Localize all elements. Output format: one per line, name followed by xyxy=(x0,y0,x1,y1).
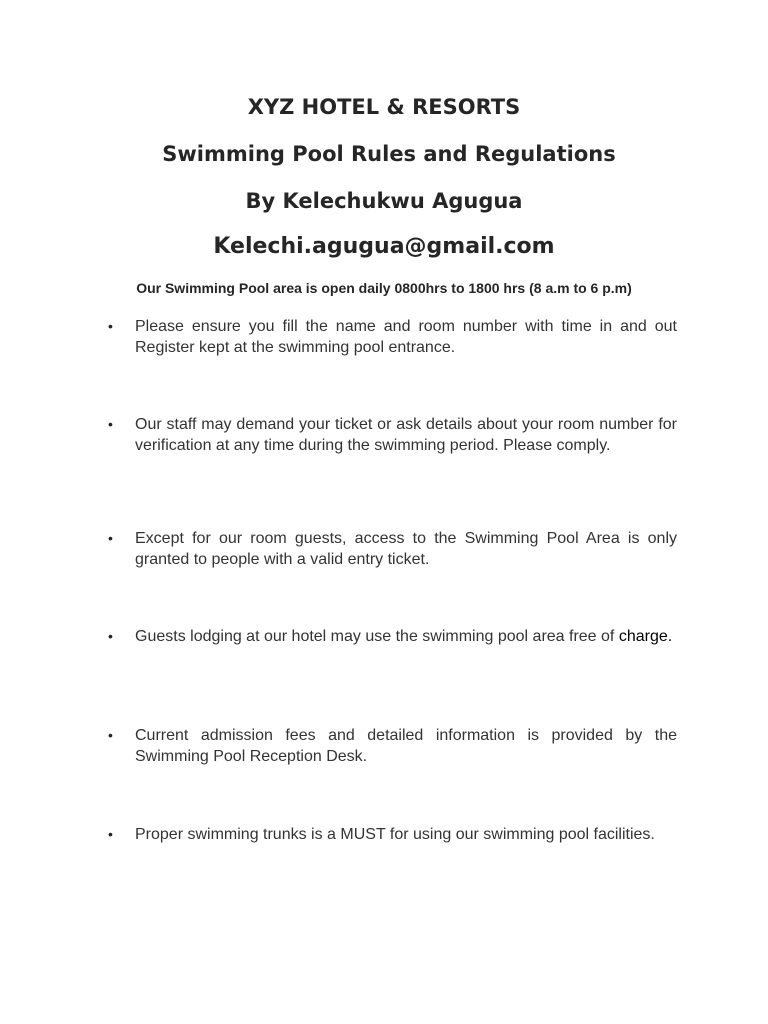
hotel-name-heading: XYZ HOTEL & RESORTS xyxy=(247,95,521,119)
bullet-icon: • xyxy=(108,318,113,334)
rule-text-main: Guests lodging at our hotel may use the swimming pool area free of xyxy=(135,628,619,645)
rule-text: Please ensure you fill the name and room number with time in and out Register kept at the swimming pool entrance. xyxy=(135,318,677,356)
document-title: Swimming Pool Rules and Regulations xyxy=(162,142,616,166)
rule-text: Proper swimming trunks is a MUST for using our swimming pool facilities. xyxy=(135,826,655,843)
rule-item xyxy=(108,824,678,845)
author-line: By Kelechukwu Agugua xyxy=(245,189,523,213)
bullet-icon: • xyxy=(108,416,113,432)
rule-text-emphasis: charge. xyxy=(618,628,673,645)
rule-item xyxy=(108,725,678,767)
rule-text: Current admission fees and detailed information is provided by the Swimming Pool Reception Desk. xyxy=(135,727,677,765)
author-email: Kelechi.agugua@gmail.com xyxy=(213,234,555,259)
rule-item xyxy=(108,626,678,647)
rule-text: Our staff may demand your ticket or ask details about your room number for verification at any time during the swimming period. Please comply. xyxy=(135,416,677,454)
bullet-icon: • xyxy=(108,530,113,546)
rule-text xyxy=(135,626,677,647)
bullet-icon: • xyxy=(108,727,113,743)
rule-item xyxy=(108,316,678,358)
rule-item xyxy=(108,528,678,570)
bullet-icon: • xyxy=(108,826,113,842)
bullet-icon: • xyxy=(108,628,113,644)
opening-hours-note: Our Swimming Pool area is open daily 0800hrs to 1800 hrs (8 a.m to 6 p.m) xyxy=(136,280,632,296)
rule-item xyxy=(108,414,678,456)
rule-text: Except for our room guests, access to the Swimming Pool Area is only granted to people with a valid entry ticket. xyxy=(135,530,677,568)
